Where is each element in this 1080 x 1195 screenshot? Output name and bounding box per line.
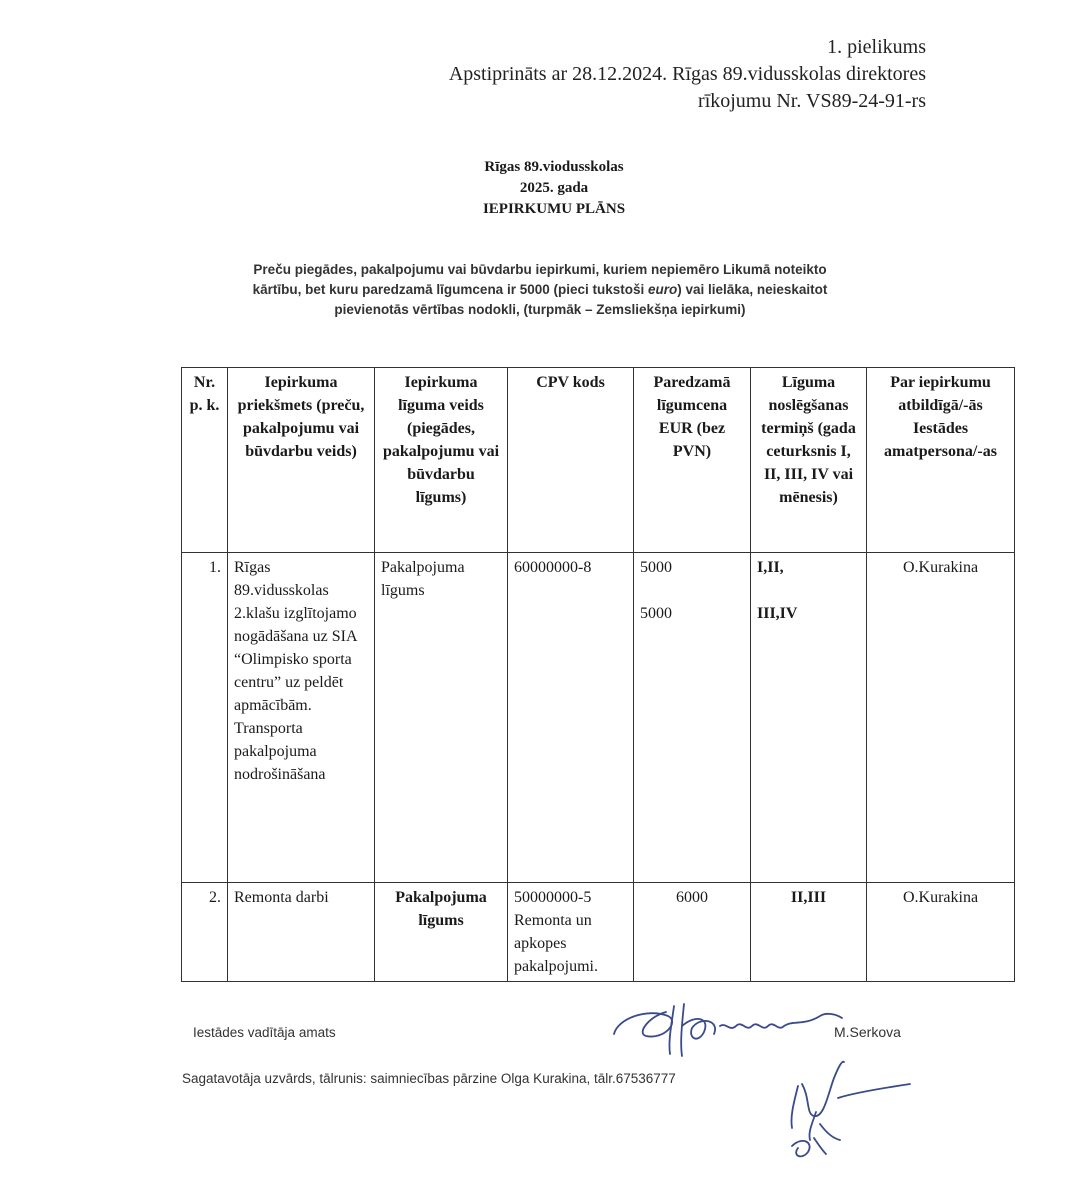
intro-line-2b: ) vai lielāka, neieskaitot [677, 282, 828, 297]
head-name: M.Serkova [834, 1024, 901, 1040]
row-subject: Remonta darbi [228, 883, 375, 982]
school-name: Rīgas 89.viodusskolas [484, 159, 624, 175]
row-term: II,III [751, 883, 867, 982]
row-cpv: 50000000-5 Remonta un apkopes pakalpojumi. [508, 883, 634, 982]
row-contract-type: Pakalpojuma līgums [375, 553, 508, 883]
approval-line: Apstiprināts ar 28.12.2024. Rīgas 89.vidusskolas direktores [448, 63, 926, 85]
row-cpv: 60000000-8 [508, 553, 634, 883]
intro-line-2a: kārtību, bet kuru paredzamā līgumcena ir 5000 (pieci tukstoši [252, 282, 649, 297]
row-price: 6000 [634, 883, 751, 982]
row-number: 1. [182, 553, 228, 883]
table-row [182, 553, 1015, 883]
plan-title: IEPIRKUMU PLĀNS [482, 201, 626, 217]
price-part-2: 5000 [640, 605, 672, 622]
col-header-price: Paredzamā līgumcena EUR (bez PVN) [634, 368, 751, 553]
preparer-info: Sagatavotāja uzvārds, tālrunis: saimniecības pārzine Olga Kurakina, tālr.67536777 [182, 1071, 676, 1086]
intro-paragraph [180, 260, 900, 320]
term-part-2: III,IV [757, 605, 798, 622]
head-position-label: Iestādes vadītāja amats [193, 1025, 336, 1040]
row-price [634, 553, 751, 883]
row-term [751, 553, 867, 883]
intro-line-2-emphasis: euro [648, 282, 678, 297]
preparer-signature [780, 1054, 920, 1164]
col-header-contract-type: Iepirkuma līguma veids (piegādes, pakalpojumu vai būvdarbu līgums) [375, 368, 508, 553]
col-header-term: Līguma noslēgšanas termiņš (gada ceturksnis I, II, III, IV vai mēnesis) [751, 368, 867, 553]
col-header-responsible: Par iepirkumu atbildīgā/-ās Iestādes amatpersona/-as [867, 368, 1015, 553]
annex-number: 1. pielikums [827, 36, 926, 58]
col-header-subject: Iepirkuma priekšmets (preču, pakalpojumu vai būvdarbu veids) [228, 368, 375, 553]
row-subject: Rīgas 89.vidusskolas 2.klašu izglītojamo nogādāšana uz SIA “Olimpisko sporta centru” uz peldēt apmācībām. Transporta pakalpojuma nodrošināšana [228, 553, 375, 883]
plan-year: 2025. gada [519, 180, 589, 196]
row-responsible: O.Kurakina [867, 883, 1015, 982]
order-number: rīkojumu Nr. VS89-24-91-rs [698, 90, 926, 112]
term-part-1: I,II, [757, 559, 784, 576]
intro-line-1: Preču piegādes, pakalpojumu vai būvdarbu iepirkumi, kuriem nepiemēro Likumā noteikto [253, 262, 827, 277]
intro-line-2 [180, 280, 900, 300]
intro-line-3: pievienotās vērtības nodokli, (turpmāk – Zemsliekšņa iepirkumi) [334, 302, 746, 317]
document-title [0, 157, 1080, 220]
row-responsible: O.Kurakina [867, 553, 1015, 883]
row-number: 2. [182, 883, 228, 982]
col-header-number: Nr. p. k. [182, 368, 228, 553]
procurement-table [181, 367, 1015, 982]
row-contract-type: Pakalpojuma līgums [375, 883, 508, 982]
price-part-1: 5000 [640, 559, 672, 576]
table-row [182, 883, 1015, 982]
col-header-cpv: CPV kods [508, 368, 634, 553]
table-header-row [182, 368, 1015, 553]
